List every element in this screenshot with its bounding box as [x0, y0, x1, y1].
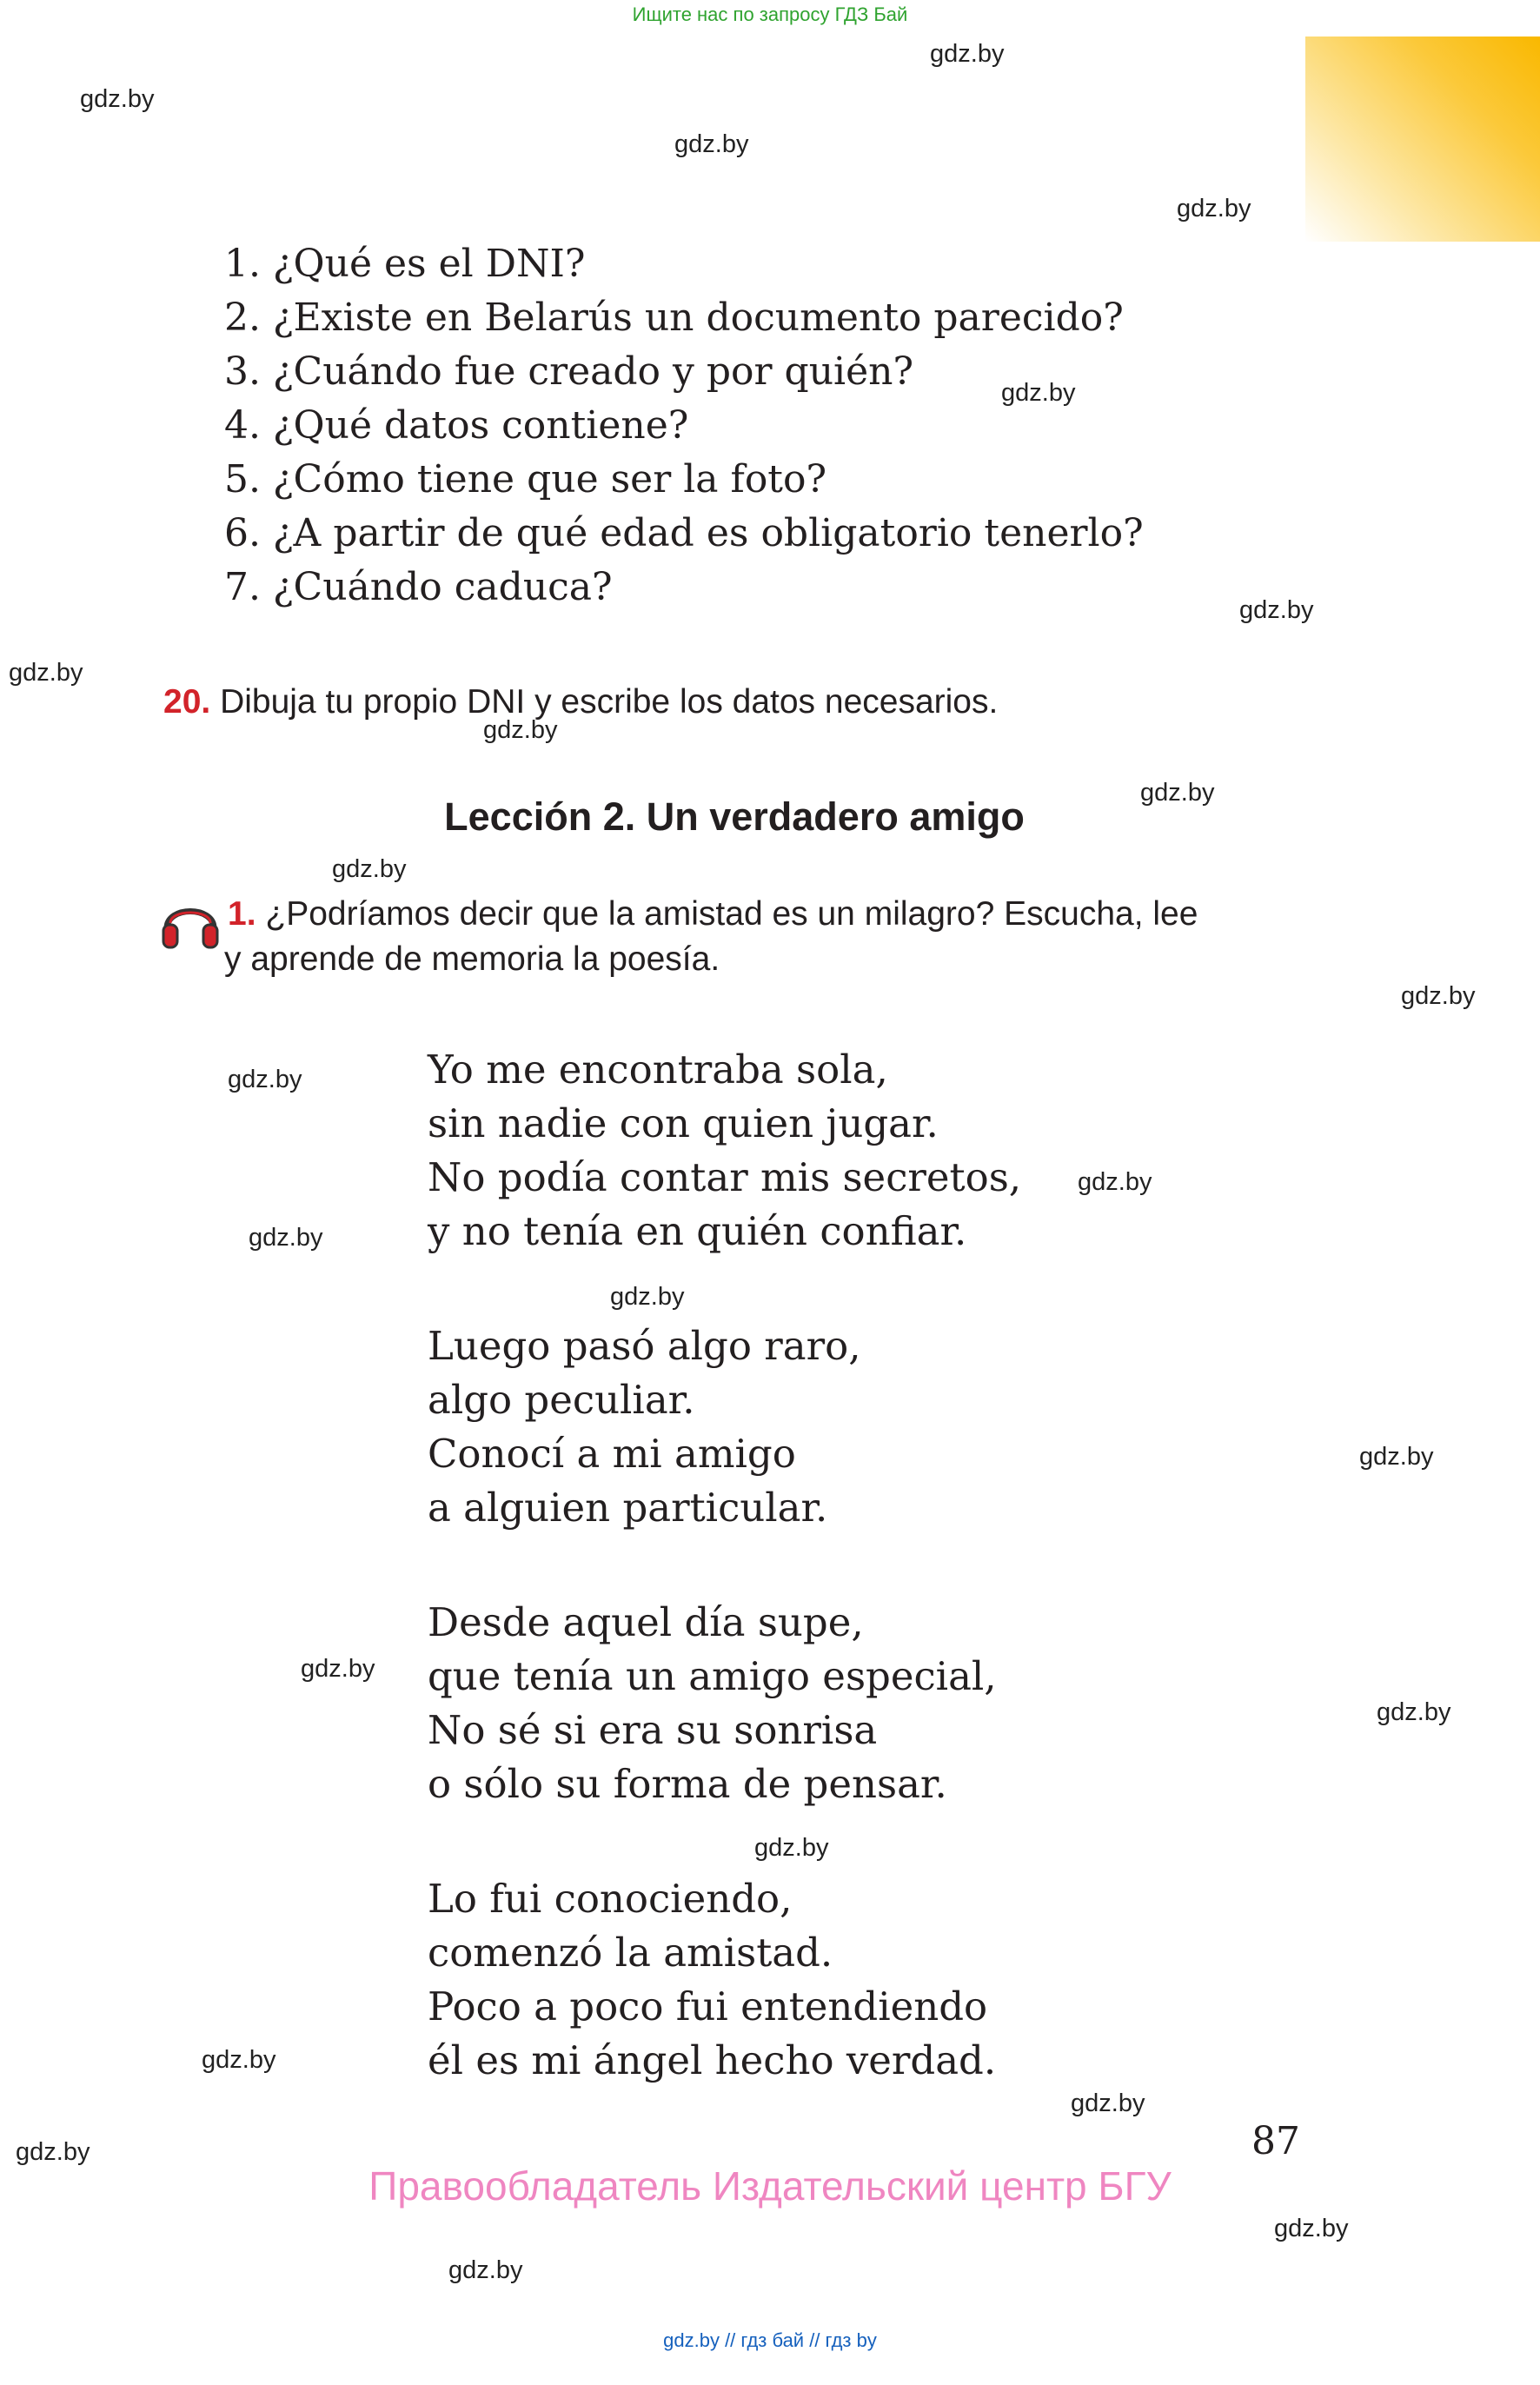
task-1-line-2: y aprende de memoria la poesía. [224, 940, 720, 978]
poem-line: No podía contar mis secretos, [428, 1154, 1022, 1200]
poem-line: Desde aquel día supe, [428, 1599, 864, 1645]
question-1: 1. ¿Qué es el DNI? [224, 242, 586, 286]
watermark: gdz.by [301, 1655, 375, 1683]
poem-line: Lo fui conociendo, [428, 1876, 793, 1922]
question-6: 6. ¿A partir de qué edad es obligatorio tenerlo? [224, 511, 1144, 555]
poem-line: Conocí a mi amigo [428, 1431, 796, 1477]
watermark: gdz.by [1239, 596, 1314, 624]
poem-line: a alguien particular. [428, 1485, 828, 1531]
watermark: gdz.by [1177, 195, 1251, 223]
poem-line: comenzó la amistad. [428, 1930, 833, 1976]
watermark: gdz.by [228, 1066, 302, 1093]
watermark: gdz.by [9, 659, 83, 687]
watermark: gdz.by [1274, 2215, 1349, 2242]
watermark: gdz.by [1401, 982, 1476, 1010]
poem-line: Luego pasó algo raro, [428, 1323, 861, 1369]
watermark: gdz.by [1001, 379, 1076, 407]
task-20-text: Dibuja tu propio DNI y escribe los datos necesarios. [220, 683, 999, 721]
poem-line: sin nadie con quien jugar. [428, 1100, 939, 1146]
watermark: gdz.by [332, 855, 407, 883]
poem-line: algo peculiar. [428, 1377, 695, 1423]
watermark: gdz.by [610, 1283, 685, 1311]
poem-line: No sé si era su sonrisa [428, 1707, 878, 1753]
top-banner[interactable]: Ищите нас по запросу ГДЗ Бай [632, 3, 908, 25]
poem-line: Poco a poco fui entendiendo [428, 1983, 988, 2030]
page-number: 87 [1251, 2119, 1300, 2163]
task-1-line-1 [228, 895, 1198, 933]
corner-decoration [1305, 37, 1540, 242]
watermark: gdz.by [202, 2046, 276, 2074]
question-7: 7. ¿Cuándo caduca? [224, 565, 613, 609]
question-3: 3. ¿Cuándo fue creado y por quién? [224, 349, 914, 394]
copyright-owner: Правообладатель Издательский центр БГУ [368, 2163, 1172, 2209]
watermark: gdz.by [249, 1224, 323, 1252]
task-1-text: ¿Podríamos decir que la amistad es un milagro? Escucha, lee [265, 895, 1198, 933]
poem-line: que tenía un amigo especial, [428, 1653, 997, 1699]
watermark: gdz.by [930, 40, 1005, 68]
watermark: gdz.by [1377, 1698, 1451, 1726]
watermark: gdz.by [448, 2256, 523, 2284]
task-20-number: 20. [163, 683, 211, 721]
question-2: 2. ¿Existe en Belarús un documento parecido? [224, 296, 1124, 340]
watermark: gdz.by [674, 130, 749, 158]
watermark: gdz.by [1071, 2089, 1145, 2117]
watermark: gdz.by [1140, 779, 1215, 807]
watermark: gdz.by [754, 1834, 829, 1862]
footer-links[interactable]: gdz.by // гдз бай // гдз by [663, 2329, 877, 2351]
watermark: gdz.by [80, 85, 155, 113]
lesson-title: Lección 2. Un verdadero amigo [444, 794, 1025, 839]
poem-line: Yo me encontraba sola, [428, 1046, 888, 1093]
watermark: gdz.by [1078, 1168, 1152, 1196]
poem-line: él es mi ángel hecho verdad. [428, 2037, 997, 2083]
watermark: gdz.by [483, 716, 558, 744]
question-5: 5. ¿Cómo tiene que ser la foto? [224, 457, 827, 502]
question-4: 4. ¿Qué datos contiene? [224, 403, 689, 448]
poem-line: y no tenía en quién confiar. [428, 1208, 967, 1254]
watermark: gdz.by [1359, 1443, 1434, 1471]
task-20 [163, 683, 998, 721]
task-1-number: 1. [228, 895, 256, 933]
watermark: gdz.by [16, 2138, 90, 2166]
poem-line: o sólo su forma de pensar. [428, 1761, 947, 1807]
headphones-icon[interactable] [160, 894, 221, 951]
